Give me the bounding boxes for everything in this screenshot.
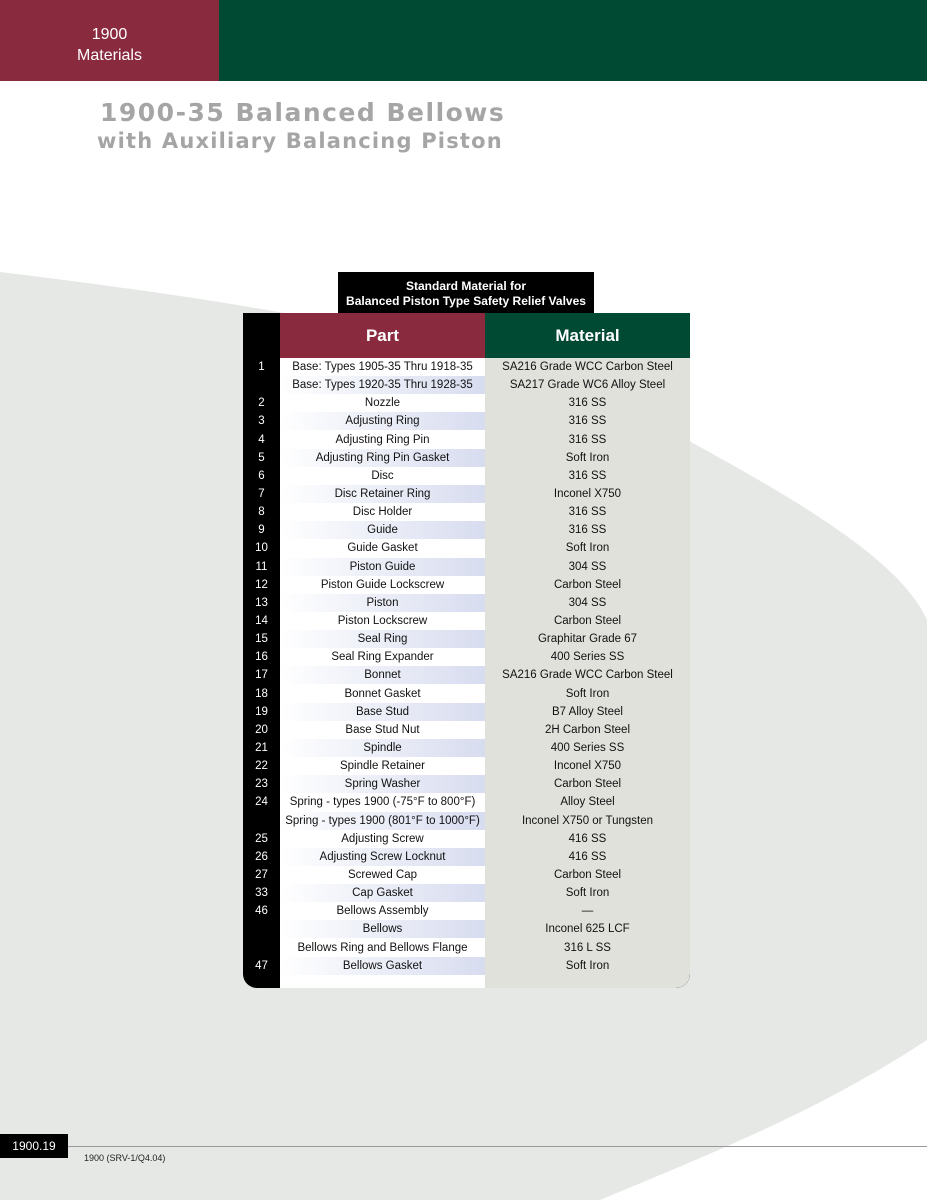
column-header-material: Material: [485, 313, 690, 358]
part-cell: Bellows: [280, 920, 485, 938]
part-cell: Spindle Retainer: [339, 760, 426, 773]
materials-table: [243, 313, 690, 988]
row-number: 24: [255, 796, 268, 809]
material-cell: Alloy Steel: [560, 796, 615, 809]
part-cell: Disc Holder: [352, 506, 413, 519]
part-cell: Spring - types 1900 (801°F to 1000°F): [280, 812, 485, 830]
material-cell: SA216 Grade WCC Carbon Steel: [502, 361, 673, 373]
row-number: 27: [255, 868, 268, 881]
material-cell: 316 SS: [568, 506, 607, 519]
table-row: [243, 558, 690, 576]
table-row: [243, 721, 690, 739]
table-row: [243, 594, 690, 612]
row-number: 33: [255, 887, 268, 900]
part-cell: Bellows Gasket: [280, 957, 485, 975]
table-row: [243, 848, 690, 866]
row-number: 11: [255, 560, 268, 573]
part-cell: Disc Retainer Ring: [280, 485, 485, 503]
table-row: [243, 503, 690, 521]
row-number: 21: [255, 741, 268, 754]
material-cell: Soft Iron: [565, 451, 610, 464]
section-number: 1900: [91, 26, 128, 43]
table-row: [243, 648, 690, 666]
material-cell: Soft Iron: [565, 687, 610, 700]
table-caption-line2: Balanced Piston Type Safety Relief Valves: [346, 294, 586, 308]
material-cell: 316 SS: [568, 469, 607, 482]
material-cell: B7 Alloy Steel: [552, 705, 623, 718]
row-number: 9: [258, 524, 265, 537]
part-cell: Cap Gasket: [280, 884, 485, 902]
part-cell: Adjusting Ring: [280, 412, 485, 430]
row-number: 18: [255, 687, 268, 700]
part-cell: Adjusting Ring Pin: [335, 433, 430, 446]
section-name: Materials: [77, 47, 142, 64]
row-number: 7: [258, 487, 265, 500]
part-cell: Piston Guide: [280, 558, 485, 576]
part-cell: Piston Lockscrew: [337, 614, 428, 627]
part-cell: Base Stud Nut: [345, 723, 420, 736]
table-row: [243, 830, 690, 848]
part-cell: Guide Gasket: [347, 542, 418, 555]
table-caption-line1: Standard Material for: [405, 279, 527, 293]
part-cell: Disc: [371, 469, 394, 482]
table-row: [243, 866, 690, 884]
part-cell: Seal Ring Expander: [331, 651, 434, 664]
material-cell: 316 L SS: [564, 941, 611, 954]
table-row: [243, 703, 690, 721]
table-row: [243, 412, 690, 430]
part-cell: Piston: [280, 594, 485, 612]
row-number: 19: [255, 705, 268, 718]
part-cell: Bellows Ring and Bellows Flange: [297, 941, 468, 954]
table-row: [243, 358, 690, 376]
row-number: 14: [255, 614, 268, 627]
table-row: [243, 939, 690, 957]
table-row: [243, 920, 690, 938]
material-cell: 304 SS: [568, 560, 607, 573]
material-cell: Carbon Steel: [553, 868, 622, 881]
part-cell: Guide: [280, 521, 485, 539]
part-cell: Bonnet: [280, 666, 485, 684]
row-number: 13: [255, 596, 268, 609]
table-row: [243, 467, 690, 485]
material-cell: 316 SS: [568, 397, 607, 410]
material-cell: 2H Carbon Steel: [544, 723, 631, 736]
table-row: [243, 757, 690, 775]
table-row: [243, 431, 690, 449]
column-header-part: Part: [280, 313, 485, 358]
row-number: 22: [255, 760, 268, 773]
row-number: 5: [258, 451, 265, 464]
row-number: 23: [255, 778, 268, 791]
table-body: [243, 358, 690, 975]
document-code: 1900 (SRV-1/Q4.04): [84, 1153, 166, 1163]
material-cell: Carbon Steel: [553, 578, 622, 591]
row-number: 6: [258, 469, 265, 482]
material-cell: Inconel X750: [553, 760, 622, 773]
table-row: [243, 485, 690, 503]
row-number: 4: [258, 433, 265, 446]
row-number: 8: [258, 506, 265, 519]
row-number: 26: [255, 850, 268, 863]
page-title: 1900-35 Balanced Bellows: [100, 98, 506, 127]
material-cell: Carbon Steel: [553, 778, 622, 791]
table-row: [243, 521, 690, 539]
table-row: [243, 739, 690, 757]
row-number: 15: [255, 633, 268, 646]
row-number: 47: [255, 959, 268, 972]
part-cell: Spindle: [280, 739, 485, 757]
table-row: [243, 539, 690, 557]
page-number: 1900.19: [0, 1134, 68, 1158]
material-cell: SA216 Grade WCC Carbon Steel: [502, 669, 673, 682]
part-cell: Base: Types 1905-35 Thru 1918-35: [292, 361, 473, 373]
material-cell: Soft Iron: [565, 887, 610, 900]
table-caption: [338, 272, 594, 315]
row-number: 3: [258, 415, 265, 428]
part-cell: Screwed Cap: [347, 868, 418, 881]
table-row: [243, 666, 690, 684]
table-row: [243, 630, 690, 648]
row-number: 17: [255, 669, 268, 682]
row-number: 46: [255, 905, 268, 918]
material-cell: Inconel X750: [553, 487, 622, 500]
table-row: [243, 612, 690, 630]
material-cell: Carbon Steel: [553, 614, 622, 627]
table-row: [243, 793, 690, 811]
table-row: [243, 376, 690, 394]
material-cell: Soft Iron: [565, 542, 610, 555]
material-cell: 416 SS: [568, 832, 607, 845]
part-cell: Bonnet Gasket: [344, 687, 421, 700]
part-cell: Adjusting Screw: [341, 832, 424, 845]
material-cell: 400 Series SS: [550, 651, 625, 664]
table-row: [243, 812, 690, 830]
material-cell: Inconel X750 or Tungsten: [521, 814, 654, 827]
part-cell: Adjusting Ring Pin Gasket: [280, 449, 485, 467]
row-number: 25: [255, 832, 268, 845]
row-number: 20: [255, 723, 268, 736]
material-cell: 416 SS: [568, 850, 607, 863]
table-row: [243, 775, 690, 793]
part-cell: Seal Ring: [280, 630, 485, 648]
row-number: 16: [255, 651, 268, 664]
material-cell: Inconel 625 LCF: [545, 923, 630, 936]
row-number: 10: [255, 542, 268, 555]
material-cell: 316 SS: [568, 433, 607, 446]
part-cell: Nozzle: [364, 397, 401, 410]
table-row: [243, 685, 690, 703]
part-cell: Base: Types 1920-35 Thru 1928-35: [280, 376, 485, 394]
table-row: [243, 957, 690, 975]
table-row: [243, 576, 690, 594]
part-cell: Spring - types 1900 (-75°F to 800°F): [289, 796, 476, 809]
material-cell: Soft Iron: [565, 959, 610, 972]
part-cell: Adjusting Screw Locknut: [280, 848, 485, 866]
row-number: 2: [258, 397, 265, 410]
material-cell: 304 SS: [568, 596, 607, 609]
table-row: [243, 902, 690, 920]
table-row: [243, 884, 690, 902]
part-cell: Spring Washer: [280, 775, 485, 793]
part-cell: Piston Guide Lockscrew: [320, 578, 445, 591]
table-row: [243, 394, 690, 412]
header-band: [219, 0, 927, 81]
material-cell: SA217 Grade WC6 Alloy Steel: [509, 379, 666, 392]
material-cell: 400 Series SS: [550, 741, 625, 754]
material-cell: Graphitar Grade 67: [537, 633, 638, 646]
footer-rule: [68, 1146, 927, 1147]
table-row: [243, 449, 690, 467]
material-cell: —: [581, 905, 594, 918]
row-number: 1: [258, 361, 265, 373]
material-cell: 316 SS: [568, 415, 607, 428]
section-header-tab: [0, 0, 219, 81]
page-subtitle: with Auxiliary Balancing Piston: [97, 129, 503, 153]
material-cell: 316 SS: [568, 524, 607, 537]
row-number: 12: [255, 578, 268, 591]
part-cell: Bellows Assembly: [336, 905, 429, 918]
part-cell: Base Stud: [280, 703, 485, 721]
